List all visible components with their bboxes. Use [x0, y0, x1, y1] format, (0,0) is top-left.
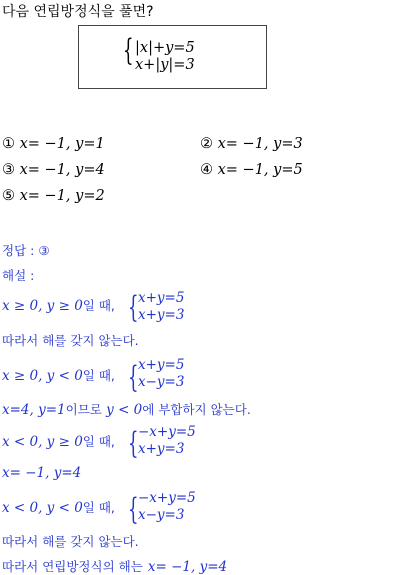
- case2-eq2: x−y=3: [138, 374, 185, 390]
- case3-brace-icon: {: [128, 426, 139, 461]
- option-1[interactable]: [2, 136, 105, 152]
- option-2-number: ②: [200, 136, 213, 152]
- no-solution-2: 따라서 해를 갖지 않는다.: [2, 534, 139, 549]
- case4-system: [138, 490, 196, 524]
- case3-eq1: −x+y=5: [138, 424, 196, 440]
- option-1-text: x= −1, y=1: [19, 136, 105, 152]
- case3-eq2: x+y=3: [138, 441, 185, 457]
- no-solution-1: 따라서 해를 갖지 않는다.: [2, 333, 139, 348]
- conclusion-text: 따라서 연립방정식의 해는: [2, 559, 143, 574]
- explanation-label: 해설 :: [2, 268, 35, 283]
- conclusion-vals: x= −1, y=4: [147, 559, 228, 575]
- case1-system: [138, 290, 184, 324]
- case4-suffix: 일 때,: [82, 500, 115, 515]
- case2-result-mid: 이므로: [65, 402, 102, 417]
- case2-result-vals: x=4, y=1: [2, 402, 66, 418]
- case3-result: x= −1, y=4: [2, 465, 82, 481]
- case1-eq1: x+y=5: [138, 290, 185, 306]
- case2-result: [2, 400, 251, 418]
- case2-eq1: x+y=5: [138, 357, 185, 373]
- problem-eq2: x+|y|=3: [135, 57, 195, 73]
- question-text: 다음 연립방정식을 풀면?: [2, 4, 154, 20]
- option-5[interactable]: [2, 188, 105, 204]
- case2-brace-icon: {: [128, 360, 139, 395]
- case2-cond: x ≥ 0, y < 0: [2, 368, 83, 384]
- case4-brace-icon: {: [128, 492, 139, 527]
- option-5-number: ⑤: [2, 188, 15, 204]
- option-2-text: x= −1, y=3: [217, 136, 303, 152]
- answer-label: 정답 :: [2, 243, 35, 258]
- problem-box: [78, 25, 267, 89]
- problem-system: [135, 40, 195, 74]
- case2-result-tail: 에 부합하지 않는다.: [142, 402, 251, 417]
- case2-system: [138, 357, 184, 391]
- case3-suffix: 일 때,: [82, 434, 115, 449]
- left-brace-icon: {: [123, 33, 134, 68]
- case4-condition: [2, 498, 115, 516]
- option-4-text: x= −1, y=5: [217, 162, 303, 178]
- option-4[interactable]: [200, 162, 303, 178]
- case1-eq2: x+y=3: [138, 307, 185, 323]
- case2-suffix: 일 때,: [82, 368, 115, 383]
- problem-eq1: |x|+y=5: [135, 40, 195, 56]
- case1-condition: [2, 296, 115, 314]
- option-4-number: ④: [200, 162, 213, 178]
- case3-condition: [2, 432, 115, 450]
- case4-cond: x < 0, y < 0: [2, 500, 83, 516]
- case2-result-cond: y < 0: [106, 402, 143, 418]
- case3-cond: x < 0, y ≥ 0: [2, 434, 83, 450]
- case1-cond: x ≥ 0, y ≥ 0: [2, 298, 83, 314]
- answer-line: [2, 241, 50, 259]
- case4-eq1: −x+y=5: [138, 490, 196, 506]
- answer-value: ③: [38, 243, 50, 258]
- case3-system: [138, 424, 196, 458]
- case1-brace-icon: {: [128, 290, 139, 325]
- conclusion: [2, 556, 227, 575]
- option-3-text: x= −1, y=4: [19, 162, 105, 178]
- case2-condition: [2, 366, 115, 384]
- option-5-text: x= −1, y=2: [19, 188, 105, 204]
- case4-eq2: x−y=3: [138, 507, 185, 523]
- case1-suffix: 일 때,: [82, 298, 115, 313]
- option-3-number: ③: [2, 162, 15, 178]
- option-1-number: ①: [2, 136, 15, 152]
- option-2[interactable]: [200, 136, 303, 152]
- option-3[interactable]: [2, 162, 105, 178]
